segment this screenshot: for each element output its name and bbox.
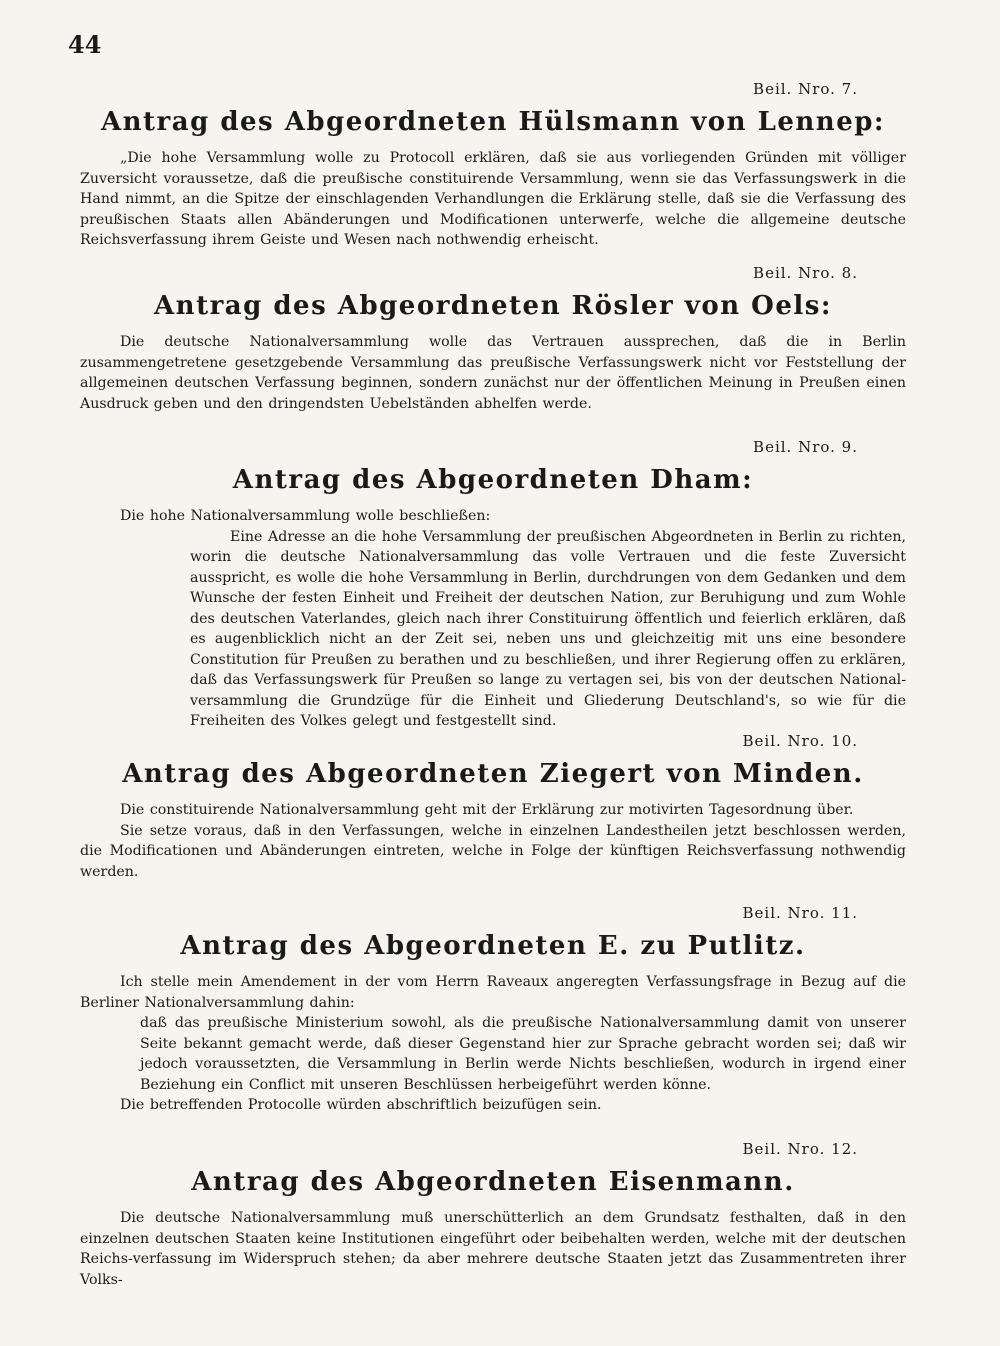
section-beil-9	[80, 436, 906, 732]
section-heading: Antrag des Abgeordneten E. zu Putlitz.	[180, 931, 806, 961]
beil-label: Beil. Nro. 12.	[742, 1140, 858, 1158]
block-paragraph: daß das preußische Ministerium sowohl, als die preußische Nationalversammlung damit von unserer Seite bekannt gemacht werde, daß dieser Gegenstand hier zur Sprache gebracht worden sei; daß wir jedoch voraussetzten, die Versammlung in Berlin werde Nichts beschließen, wodurch in irgend einer Beziehung ein Conflict mit unseren Beschlüssen herbeigeführt werden könne.	[140, 1015, 906, 1093]
section-beil-11	[80, 902, 906, 1116]
paragraph: Die betreffenden Protocolle würden abschriftlich beizufügen sein.	[120, 1097, 602, 1113]
section-heading: Antrag des Abgeordneten Rösler von Oels:	[154, 291, 832, 321]
paragraph: „Die hohe Versammlung wolle zu Protocoll erklären, daß sie aus vorliegenden Gründen mit völliger Zuversicht voraussetze, daß die preußische constituirende Versammlung, wenn sie das Verfassungswerk in die Hand nimmt, an die Spitze der einschlagenden Verhandlungen die Erklärung stelle, daß sie die Verfassung des preußischen Staats allen Abänderungen und Modificationen unterwerfe, welche die allgemeine deutsche Reichsverfassung ihrem Geiste und Wesen nach nothwendig erheischt.	[80, 150, 906, 248]
section-beil-10	[80, 730, 906, 882]
section-heading: Antrag des Abgeordneten Eisenmann.	[191, 1167, 795, 1197]
quoted-block	[190, 527, 906, 732]
paragraph: Die deutsche Nationalversammlung wolle das Vertrauen aussprechen, daß die in Berlin zusammengetretene gesetzgebende Versammlung das preußische Verfassungswerk nicht vor Feststellung der allgemeinen deutschen Verfassung beginnen, sondern zunächst nur der öffentlichen Meinung in Preußen einen Ausdruck geben und den dringendsten Uebelständen abhelfen werde.	[80, 334, 906, 412]
beil-label: Beil. Nro. 10.	[742, 732, 858, 750]
paragraph: Die hohe Nationalversammlung wolle beschließen:	[120, 508, 491, 524]
section-heading: Antrag des Abgeordneten Hülsmann von Lennep:	[100, 107, 886, 137]
section-heading: Antrag des Abgeordneten Dham:	[232, 465, 754, 495]
paragraph: Die constituirende Nationalversammlung geht mit der Erklärung zur motivirten Tagesordnung über.	[120, 802, 854, 818]
paragraph: Ich stelle mein Amendement in der vom Herrn Raveaux angeregten Verfassungsfrage in Bezug auf die Berliner Nationalversammlung dahin:	[80, 974, 906, 1011]
page-number: 44	[68, 30, 102, 59]
section-beil-8	[80, 262, 906, 414]
paragraph: Sie setze voraus, daß in den Verfassungen, welche in einzelnen Landestheilen jetzt beschlossen werden, die Modificationen und Abänderungen eintreten, welche in Folge der künftigen Reichsverfassung nothwendig werden.	[80, 822, 906, 880]
beil-label: Beil. Nro. 8.	[753, 264, 858, 282]
quoted-block	[140, 1013, 906, 1095]
beil-label: Beil. Nro. 9.	[753, 438, 858, 456]
section-beil-7	[80, 78, 906, 251]
section-heading: Antrag des Abgeordneten Ziegert von Minden.	[122, 759, 864, 789]
block-paragraph: Eine Adresse an die hohe Versammlung der preußischen Abgeordneten in Berlin zu richten, worin die deutsche Nationalversammlung das volle Vertrauen und die feste Zuversicht ausspricht, es wolle die hohe Versammlung in Berlin, durchdrungen von dem Gedanken und dem Wunsche der festen Einheit und Freiheit der deutschen Nation, zur Beruhigung und zum Wohle des deutschen Vaterlandes, gleich nach ihrer Constituirung öffentlich und feierlich erklären, daß es augenblicklich nicht an der Zeit sei, neben uns und gleichzeitig mit uns eine besondere Constitution für Preußen zu berathen und zu beschließen, und ihrer Regierung offen zu erklären, daß das Verfassungswerk für Preußen so lange zu vertagen sei, bis von der deutschen National-versammlung die Grundzüge für die Einheit und Gliederung Deutschland's, so wie für die Freiheiten des Volkes gelegt und festgestellt sind.	[190, 528, 906, 729]
beil-label: Beil. Nro. 7.	[753, 80, 858, 98]
beil-label: Beil. Nro. 11.	[742, 904, 858, 922]
section-beil-12	[80, 1138, 906, 1290]
paragraph: Die deutsche Nationalversammlung muß unerschütterlich an dem Grundsatz festhalten, daß in den einzelnen deutschen Staaten keine Institutionen eingeführt oder beibehalten werden, welche mit der deutschen Reichs-verfassung im Widerspruch stehen; da aber mehrere deutsche Staaten jetzt das Zusammentreten ihrer Volks-	[80, 1210, 906, 1288]
